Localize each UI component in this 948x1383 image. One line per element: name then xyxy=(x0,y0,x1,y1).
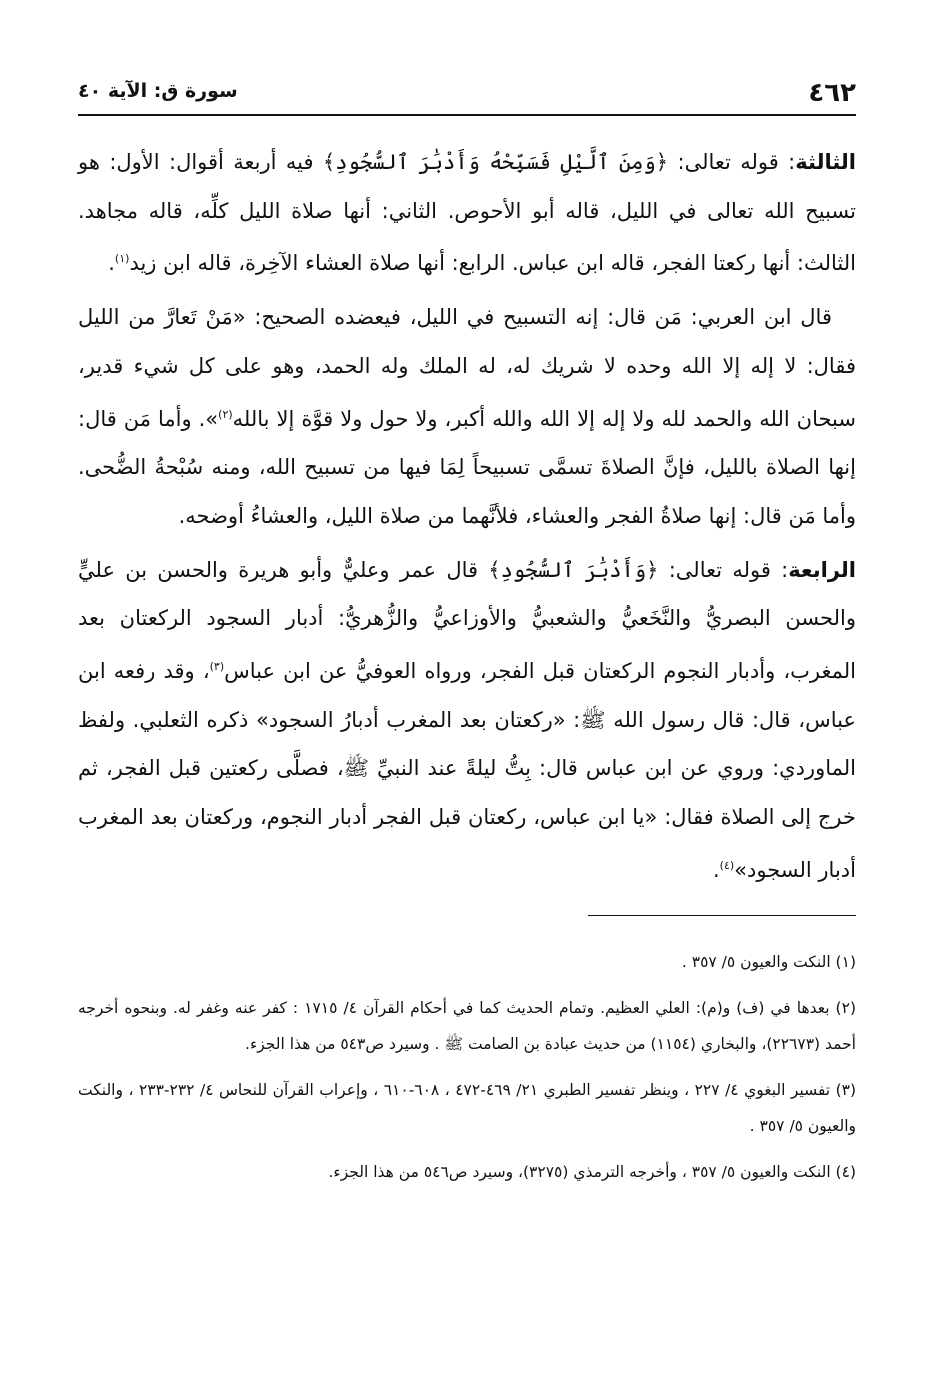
footnote-ref[interactable]: (١) xyxy=(114,252,130,266)
page-number: ٤٦٢ xyxy=(808,78,856,108)
footnote-ref[interactable]: (٣) xyxy=(209,660,225,674)
main-text xyxy=(78,138,856,895)
quran-verse: ﴿وَمِنَ ٱلَّيْلِ فَسَبِّحْهُ وَأَدْبَٰرَ ٱلسُّجُودِ﴾ xyxy=(322,150,669,174)
footnote-item: (٣) تفسير البغوي ٤/ ٢٢٧ ، وينظر تفسير الطبري ٢١/ ٤٦٩-٤٧٢ ، ٦٠٨-٦١٠ ، وإعراب القرآن للنحاس ٤/ ٢٣٢-٢٣٣ ، والنكت والعيون ٥/ ٣٥٧ . xyxy=(78,1080,857,1135)
paragraph-text: ». وأما مَن قال: إنها الصلاة بالليل، فإنَّ الصلاةَ تسمَّى تسبيحاً لِمَا فيها من تسبيح الله، ومنه سُبْحةُ الضُّحى. وأما مَن قال: إنها صلاةُ الفجر والعشاء، فلأنَّهما من صلاة الليل، والعشاءُ أوضحه. xyxy=(78,406,856,528)
footnote-item: (١) النكت والعيون ٥/ ٣٥٧ . xyxy=(681,952,856,971)
paragraph-text: قال ابن العربي: مَن قال: إنه التسبيح في الليل، فيعضده الصحيح: «مَنْ تَعارَّ من الليل فقال: لا إله إلا الله وحده لا شريك له، له الملك وله الحمد، وهو على كل شيء قدير، سبحان الله والحمد لله ولا إله إلا الله والله أكبر، ولا حول ولا قوَّة إلا بالله xyxy=(78,305,856,431)
point-heading: الثالثة xyxy=(795,150,856,174)
point-heading: الرابعة xyxy=(788,557,857,582)
paragraph-text: فيه أربعة أقوال: الأول: هو تسبيح الله تعالى في الليل، قاله أبو الأحوص. الثاني: أنها صلاة الليل كلِّه، قاله مجاهد. الثالث: أنها ركعتا الفجر، قاله ابن عباس. الرابع: أنها صلاة العشاء الآخِرة، قاله ابن زيد xyxy=(78,150,856,276)
quran-verse: ﴿وَأَدْبَٰرَ ٱلسُّجُودِ﴾ xyxy=(488,557,659,582)
footnote-ref[interactable]: (٢) xyxy=(218,407,233,421)
footnote-item: (٤) النكت والعيون ٥/ ٣٥٧ ، وأخرجه الترمذي (٣٢٧٥)، وسيرد ص٥٤٦ من هذا الجزء. xyxy=(328,1162,856,1181)
paragraph-text: ، وقد رفعه ابن عباس، قال: قال رسول الله ﷺ: «ركعتان بعد المغرب أدبارُ السجود» ذكره الثعلبي. ولفظ الماوردي: وروي عن ابن عباس قال: بِتُّ ليلةً عند النبيِّ ﷺ، فصلَّى ركعتين قبل الفجر، ثم خرج إلى الصلاة فقال: «يا ابن عباس، ركعتان قبل الفجر أدبار النجوم، وركعتان بعد المغرب أدبار السجود» xyxy=(78,659,856,882)
footnote-divider xyxy=(588,915,856,916)
book-page xyxy=(78,66,856,1200)
running-title: سورة ق: الآية ٤٠ xyxy=(78,80,238,102)
paragraph-fourth-point xyxy=(78,546,856,895)
footnotes xyxy=(78,944,856,1190)
paragraph-third-point xyxy=(78,138,856,288)
paragraph-text: قال عمر وعليٌّ وأبو هريرة والحسن بن عليٍّ والحسن البصريُّ والنَّخَعيُّ والشعبيُّ والأوزاعيُّ والزُّهريُّ: أدبار السجود الركعتان بعد المغرب، وأدبار النجوم الركعتان قبل الفجر، ورواه العوفيُّ عن ابن عباس xyxy=(78,557,856,684)
paragraph-text: : قوله تعالى: xyxy=(658,557,789,582)
paragraph-text: . xyxy=(712,857,720,882)
paragraph-ibn-arabi xyxy=(78,293,856,541)
footnote-item: (٢) بعدها في (ف) و(م): العلي العظيم. وتمام الحديث كما في أحكام القرآن ٤/ ١٧١٥ : كفر عنه وغفر له. وبنحوه أخرجه أحمد (٢٢٦٧٣)، والبخاري (١١٥٤) من حديث عبادة بن الصامت ﷺ . وسيرد ص٥٤٣ من هذا الجزء. xyxy=(78,998,856,1053)
footnote-ref[interactable]: (٤) xyxy=(719,858,735,872)
page-header xyxy=(78,66,856,116)
paragraph-text: . xyxy=(108,251,115,276)
paragraph-text: : قوله تعالى: xyxy=(668,150,796,174)
